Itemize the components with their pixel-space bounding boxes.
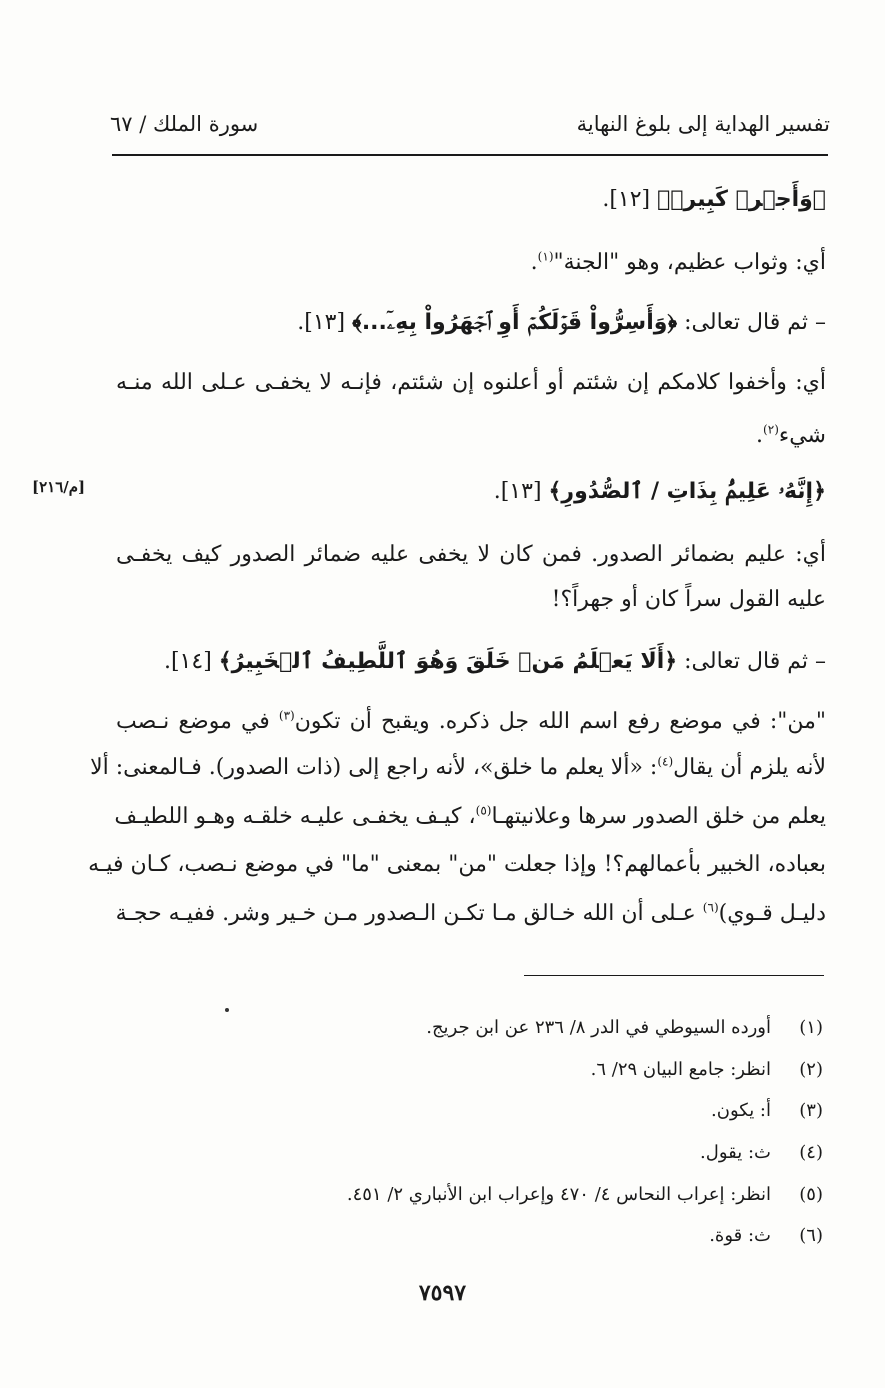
commentary-text: شيء [778,423,826,448]
footnote-3 [711,1097,823,1125]
verse-ref: [١٢]. [602,187,658,212]
footnote-5 [347,1181,823,1209]
header-rule [112,154,828,156]
commentary-text: يعلم من خلق الصدور سرها وعلانيتهـا [491,804,826,829]
footnote-number: (٣) [799,1100,823,1121]
quran-verse: ﴿وَأَجۡرٞ كَبِيرٞ﴾ [657,187,826,212]
text-line-7 [116,537,826,573]
commentary-text: عليه القول سراً كان أو جهراً؟! [551,587,826,612]
footnote-number: (٤) [799,1142,823,1163]
footnote-6 [709,1222,823,1250]
footnote-text: أورده السيوطي في الدر ٨/ ٢٣٦ عن ابن جريج. [426,1017,771,1038]
verse-ref: [١٤]. [163,649,219,674]
text-line-14 [116,896,826,932]
footnote-ref: (٥) [475,803,492,818]
footnote-text: ث: يقول. [700,1142,771,1163]
text-line-4 [116,365,826,401]
commentary-text: أي: عليم بضمائر الصدور. فمن كان لا يخفى عليه ضمائر الصدور كيف يخفـى [116,542,826,567]
quran-verse: ﴿أَلَا يَعۡلَمُ مَنۡ خَلَقَ وَهُوَ ٱللَّطِيفُ ٱلۡخَبِيرُ﴾ [218,649,678,674]
verse-intro: – ثم قال تعالى: [677,649,826,674]
commentary-text: أي: وأخفوا كلامكم إن شئتم أو أعلنوه إن شئتم، فإنـه لا يخفـى عـلى الله منـه [116,370,826,395]
footnote-number: (٥) [799,1184,823,1205]
text-line-13 [88,847,826,883]
commentary-text: أي: وثواب عظيم، وهو "الجنة" [553,250,826,275]
footnote-number: (٢) [799,1059,823,1080]
punctuation: . [756,423,764,448]
manuscript-margin-ref: [م/٢١٦] [32,478,86,496]
page-number: ٧٥٩٧ [418,1280,467,1306]
commentary-text: لأنه يلزم أن يقال [673,755,826,780]
ink-speck [225,1008,229,1012]
footnote-number: (٦) [799,1225,823,1246]
commentary-text: عـلى أن الله خـالق مـا تكـن الـصدور مـن خـير وشر. ففيـه حجـة [115,901,703,926]
footnote-text: انظر: إعراب النحاس ٤/ ٤٧٠ وإعراب ابن الأنباري ٢/ ٤٥١. [346,1184,771,1205]
commentary-text: بعباده، الخبير بأعمالهم؟! وإذا جعلت "من" بمعنى "ما" في موضع نـصب، كـان فيـه [88,852,826,877]
footnote-ref: (١) [537,249,554,264]
text-line-1 [116,182,826,218]
verse-ref: [١٣]. [297,310,353,335]
text-line-9 [116,644,826,680]
text-line-6 [116,474,826,510]
footnote-ref: (٢) [763,422,779,437]
commentary-text: "من": في موضع رفع اسم الله جل ذكره. ويقبح أن تكون [294,709,827,734]
footnote-text: انظر: جامع البيان ٢٩/ ٦. [590,1059,771,1080]
text-line-10 [116,704,826,740]
commentary-text: دليـل قـوي) [718,901,826,926]
footnote-4 [700,1139,823,1167]
running-header [110,112,830,146]
footnote-text: ث: قوة. [709,1225,771,1246]
quran-verse: ﴿وَأَسِرُّواْ قَوۡلَكُمۡ أَوِ ٱجۡهَرُواْ بِهِۦٓ...﴾ [352,310,678,335]
text-line-8 [116,582,826,618]
text-line-3 [116,305,826,341]
verse-ref: [١٣]. [493,479,549,504]
footnote-2 [591,1056,823,1084]
book-title: تفسير الهداية إلى بلوغ النهاية [576,112,830,136]
footnote-ref: (٦) [702,900,719,915]
commentary-text: في موضع نـصب [116,709,279,734]
footnote-1 [426,1014,823,1042]
commentary-text: : «ألا يعلم ما خلق»، لأنه راجع إلى (ذات الصدور). فـالمعنى: ألا [90,755,658,780]
footnote-ref: (٤) [657,754,674,769]
quran-verse: ﴿إِنَّهُۥ عَلِيمُۢ بِذَاتِ / ٱلصُّدُورِ﴾ [548,479,826,504]
footnote-number: (١) [799,1017,823,1038]
footnote-ref: (٣) [278,708,295,723]
text-line-2 [116,245,826,281]
text-line-11 [90,750,826,786]
commentary-text: ، كيـف يخفـى عليـه خلقـه وهـو اللطيـف [114,804,476,829]
footnote-rule [524,975,824,976]
verse-intro: – ثم قال تعالى: [677,310,826,335]
punctuation: . [530,250,538,275]
surah-title: سورة الملك / ٦٧ [110,112,259,136]
footnote-text: أ: يكون. [711,1100,771,1121]
text-line-5 [116,418,826,454]
text-line-12 [116,799,826,835]
